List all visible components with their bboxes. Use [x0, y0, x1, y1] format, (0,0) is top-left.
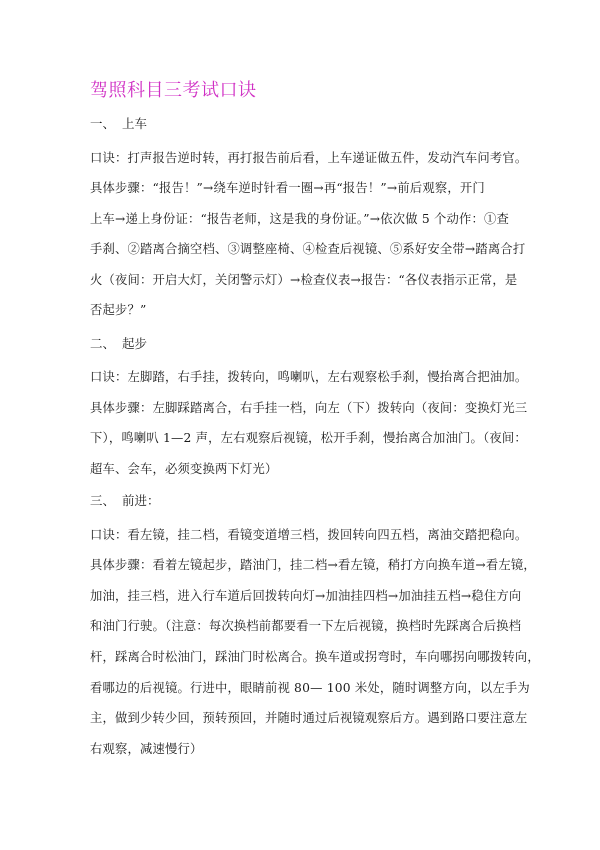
paragraph-line: 具体步骤：左脚踩踏离合，右手挂一档，向左（下）拨转向（夜间：变换灯光三: [90, 401, 528, 415]
paragraph-line: 超车、会车，必须变换两下灯光）: [90, 462, 278, 476]
paragraph-line: 口诀：左脚踏，右手挂，拨转向，鸣喇叭，左右观察松手刹，慢抬离合把油加。: [90, 370, 528, 384]
section-title: 上车: [122, 116, 148, 131]
paragraph-line: 具体步骤：看着左镜起步，踏油门，挂二档→看左镜，稍打方向换车道→看左镜，: [90, 558, 536, 572]
paragraph-line: 手刹、②踏离合摘空档、③调整座椅、④检查后视镜、⑤系好安全带→踏离合打: [90, 242, 526, 256]
section-number: 一、: [90, 116, 116, 131]
paragraph-line: 杆，踩离合时松油门，踩油门时松离合。换车道或拐弯时，车向哪拐向哪拨转向，: [90, 650, 540, 664]
section-heading-3: [90, 491, 160, 509]
paragraph-line: 和油门行驶。（注意：每次换档前都要看一下左后视镜，换档时先踩离合后换档: [90, 619, 522, 633]
paragraph-line: 火（夜间：开启大灯，关闭警示灯）→检查仪表→报告：“各仪表指示正常，是: [90, 273, 518, 287]
page-title: 驾照科目三考试口诀: [90, 80, 257, 101]
paragraph-line: 口诀：看左镜，挂二档，看镜变道增三档，拨回转向四五档，离油交踏把稳向。: [90, 528, 528, 542]
paragraph-line: 主，做到少转少回，预转预回，并随时通过后视镜观察后方。遇到路口要注意左: [90, 711, 528, 725]
section-heading-1: [90, 114, 147, 132]
paragraph-line: 否起步？”: [90, 303, 147, 317]
section-title: 前进：: [122, 493, 160, 508]
paragraph-line: 具体步骤：“报告！”→绕车逆时针看一圈→再“报告！”→前后观察，开门: [90, 181, 485, 195]
section-number: 二、: [90, 336, 116, 351]
section-heading-2: [90, 334, 147, 352]
paragraph-line: 上车→递上身份证：“报告老师，这是我的身份证。”→依次做 5 个动作：①查: [90, 212, 509, 226]
paragraph-line: 右观察，减速慢行）: [90, 742, 203, 756]
paragraph-line: 口诀：打声报告逆时转，再打报告前后看，上车递证做五件，发动汽车问考官。: [90, 151, 528, 165]
section-title: 起步: [122, 336, 148, 351]
paragraph-line: 加油，挂三档，进入行车道后回拨转向灯→加油挂四档→加油挂五档→稳住方向: [90, 589, 522, 603]
paragraph-line: 看哪边的后视镜。行进中，眼睛前视 80— 100 米处，随时调整方向，以左手为: [90, 681, 530, 695]
paragraph-line: 下），鸣喇叭 1—2 声，左右观察后视镜，松开手刹，慢抬离合加油门。（夜间：: [90, 431, 527, 445]
section-number: 三、: [90, 493, 116, 508]
